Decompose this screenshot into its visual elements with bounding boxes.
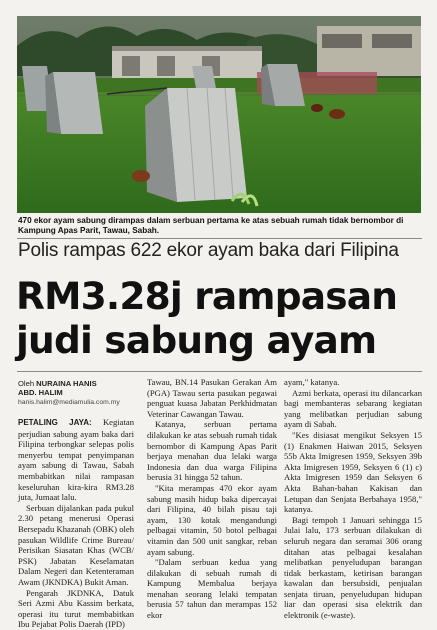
divider [17,238,422,239]
article-paragraph: Bagi tempoh 1 Januari sehingga 15 Julai lalu, 173 serbuan dilakukan di seluruh negara dan seramai 306 orang ditahan atas pelbagai kesalahan melibatkan penyeludupan barangan tidak berkastam, ketirisan barangan kawalan dan bersubsidi, penjualan senjata tiruan, penyeludupan hidupan liar dan operasi sisa elektrik dan elektronik (e-waste). [284,514,422,621]
headline [16,274,426,362]
headline-line-1: RM3.28j rampasan [16,274,398,318]
article-paragraph: Serbuan dijalankan pada pukul 2.30 petang menerusi Operasi Bersepadu Khazanah (OBK) oleh pasukan Wildlife Crime Bureau/ Perisikan Siasatan Khas (WCB/ PSK) Jabatan Keselamatan Dalam Negeri dan Ketenteraman Awam (JKNDKA) Bukit Aman. [18,502,134,587]
author-name: NURAINA HANIS [36,379,97,388]
article-paragraph: Katanya, serbuan pertama dilakukan ke atas sebuah rumah tidak bernombor di Kampung Apas Parit berjaya menahan dua lelaki warga Indonesia dan dua warga Filipina berusia 31 hingga 52 tahun. [147,419,277,483]
article-paragraph: Pengarah JKDNKA, Datuk Seri Azmi Abu Kassim berkata, operasi itu turut membabitkan Ibu Pejabat Polis Daerah (IPD) [18,587,134,630]
article-paragraph: "Kita merampas 470 ekor ayam sabung masih hidup baka dipercayai dari Filipina, 40 bilah pisau taji ayam, 130 kotak mengandungi pelbagai vitamin, 50 botol pelbagai vitamin dan 500 unit sangkar, reban ayam sabung. [147,482,277,557]
cockfight-farm-image [17,16,421,213]
article-column-2 [147,377,277,621]
article-paragraph: ayam," katanya. [284,377,340,387]
news-photo [17,16,421,213]
subheadline: Polis rampas 622 ekor ayam baka dari Filipina [18,240,399,261]
article-paragraph: Tawau, BN.14 Pasukan Gerakan Am (PGA) Tawau serta pasukan pegawai penguat kuasa Jabatan Perkhidmatan Veterinar Cawangan Tawau. [147,377,277,419]
dateline: PETALING JAYA: [18,418,92,427]
headline-line-2: judi sabung ayam [16,318,377,362]
article-column-1 [18,417,134,630]
divider [17,371,422,372]
photo-caption: 470 ekor ayam sabung dirampas dalam serbuan pertama ke atas sebuah rumah tidak bernombor di Kampung Apas Parit, Tawau, Sabah. [18,216,404,235]
article-paragraph: PETALING JAYA: Kegiatan perjudian sabung ayam baka dari Filipina terbongkar selepas polis menyerbu tempat penyimpanan ayam sabung di Tawau, Sabah membabitkan nilai rampasan keseluruhan kira-kira RM3.28 juta, Jumaat lalu. [18,417,134,503]
byline [18,379,128,407]
author-name-cont: ABD. HALIM [18,388,63,397]
article-paragraph: "Kes disiasat mengikut Seksyen 15 (1) Enakmen Haiwan 2015, Seksyen 55b Akta Imigresen 1959, Seksyen 39b Akta Imigresen 1959, Seksyen 6 (1) c) Akta Imigresen 1959 dan Seksyen 6 Akta Bahan-bahan Kakisan dan Letupan dan Senjata Berbahaya 1958," katanya. [284,429,422,515]
article-column-3 [284,377,422,621]
article-paragraph: "Dalam serbuan kedua yang dilakukan di sebuah rumah di Kampung Membalua berjaya menahan seorang lelaki tempatan berusia 57 tahun dan merampas 152 ekor [147,557,277,621]
byline-prefix: Oleh [18,379,35,388]
author-email: hanis.halim@mediamulia.com.my [18,399,120,406]
article-paragraph: Azmi berkata, operasi itu dilancarkan bagi membanteras sebarang kegiatan yang melibatkan perjudian sabung ayam di Sabah. [284,387,422,430]
